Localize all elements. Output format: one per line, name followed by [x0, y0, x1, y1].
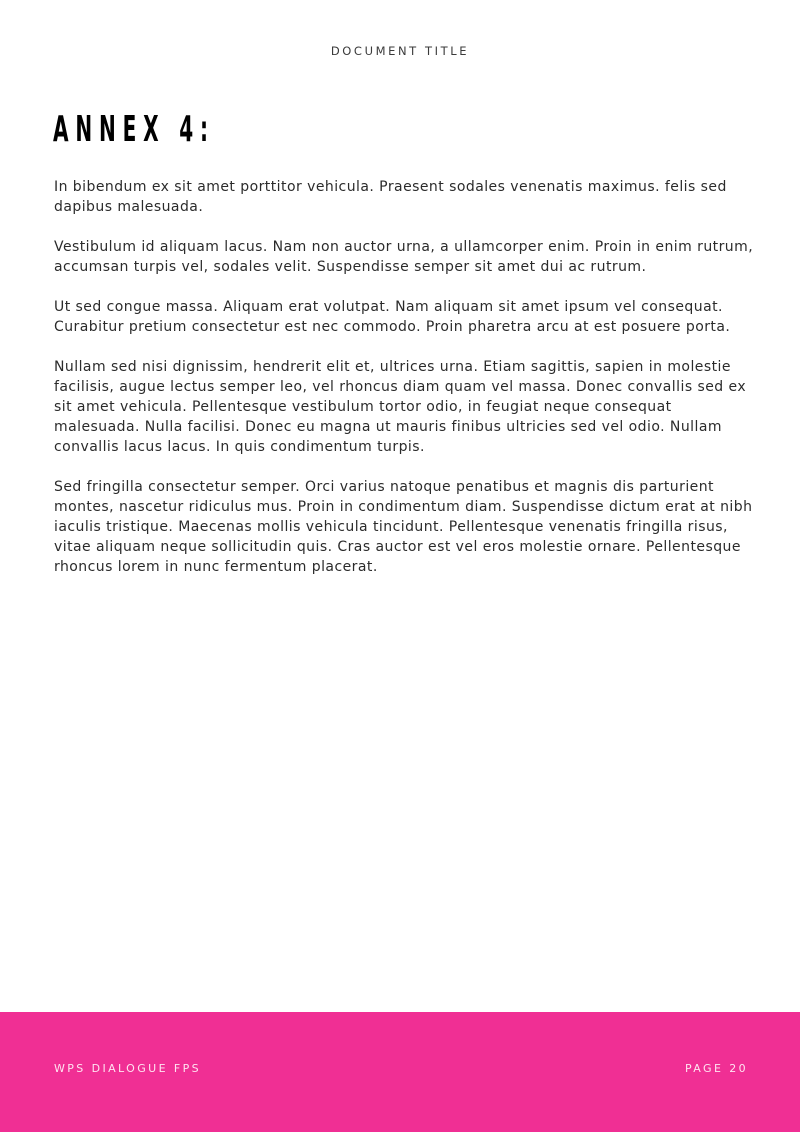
paragraph: Ut sed congue massa. Aliquam erat volutpat. Nam aliquam sit amet ipsum vel consequat. Curabitur pretium consectetur est nec commodo. Proin pharetra arcu at est posuere porta. — [54, 299, 731, 335]
body-text — [54, 177, 754, 597]
page-number: PAGE 20 — [684, 1062, 748, 1075]
document-title: DOCUMENT TITLE — [330, 44, 470, 58]
paragraph: In bibendum ex sit amet porttitor vehicula. Praesent sodales venenatis maximus. felis sed dapibus malesuada. — [54, 179, 727, 215]
paragraph: Nullam sed nisi dignissim, hendrerit elit et, ultrices urna. Etiam sagittis, sapien in molestie facilisis, augue lectus semper leo, vel rhoncus diam quam vel massa. Donec convallis sed ex sit amet vehicula. Pellentesque vestibulum tortor odio, in feugiat neque consequat malesuada. Nulla facilisi. Donec eu magna ut mauris finibus ultricies sed vel odio. Nullam convallis lacus lacus. In quis condimentum turpis. — [54, 359, 747, 455]
footer-label: WPS DIALOGUE FPS — [54, 1062, 201, 1075]
paragraph: Sed fringilla consectetur semper. Orci varius natoque penatibus et magnis dis parturient montes, nascetur ridiculus mus. Proin in condimentum diam. Suspendisse dictum erat at nibh iaculis tristique. Maecenas mollis vehicula tincidunt. Pellentesque venenatis fringilla risus, vitae aliquam neque sollicitudin quis. Cras auctor est vel eros molestie ornare. Pellentesque rhoncus lorem in nunc fermentum placerat. — [54, 479, 753, 575]
page-heading: ANNEX 4: — [53, 109, 215, 150]
paragraph: Vestibulum id aliquam lacus. Nam non auctor urna, a ullamcorper enim. Proin in enim rutrum, accumsan turpis vel, sodales velit. Suspendisse semper sit amet dui ac rutrum. — [54, 239, 754, 275]
